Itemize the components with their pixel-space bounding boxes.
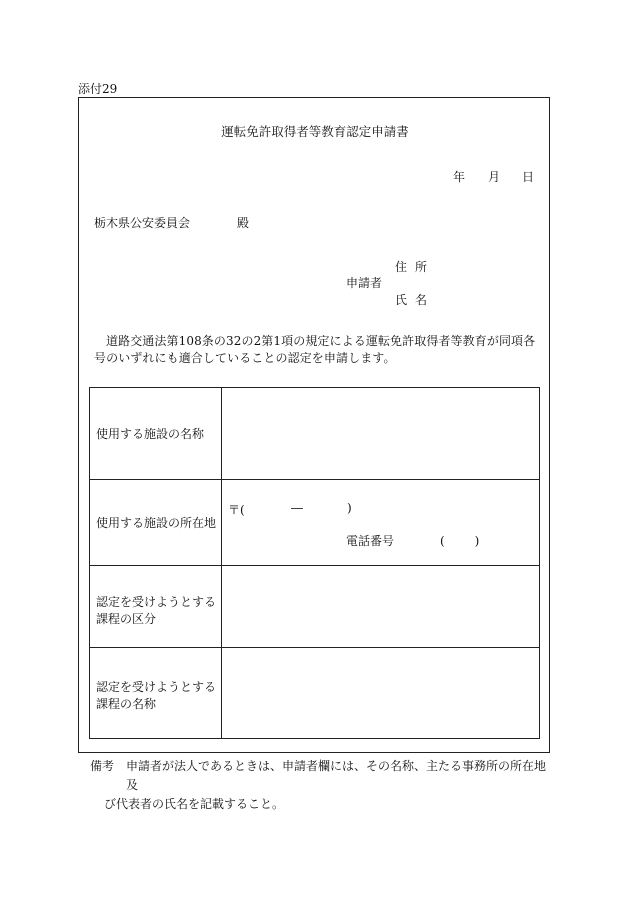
phone-area-code-paren: ( ) [440,534,482,548]
date-month-label: 月 [488,170,501,184]
phone-number-label: 電話番号 [346,534,395,548]
course-name-label: 認定を受けようとする課程の名称 [96,680,217,711]
remarks-text [104,757,550,814]
table-row-facility-location [90,479,539,566]
remarks-line-2: び代表者の氏名を記載すること。 [104,797,285,811]
applicant-label: 申請者 [346,276,383,290]
applicant-address-label: 住所 [395,260,436,274]
facility-location-label: 使用する施設の所在地 [96,516,217,530]
remarks-line-1: 申請者が法人であるときは、申請者欄には、その名称、主たる事務所の所在地及 [126,759,547,792]
date-day-label: 日 [522,170,535,184]
table-row-facility-name [90,388,539,479]
postal-code-close: ) [347,501,352,515]
application-statement: 道路交通法第108条の32の2第1項の規定による運転免許取得者等教育が同項各号のいずれにも適合していることの認定を申請します。 [94,334,536,365]
honorific: 殿 [237,216,250,230]
application-table [89,387,540,739]
addressee: 栃木県公安委員会 [94,216,191,230]
applicant-name-label: 氏名 [395,293,436,307]
document-title: 運転免許取得者等教育認定申請書 [221,124,409,139]
table-row-course-name [90,647,539,739]
table-column-divider [221,388,222,738]
date-year-label: 年 [453,170,466,184]
course-category-label: 認定を受けようとする課程の区分 [96,595,217,626]
table-row-course-category [90,565,539,648]
postal-code-dash: ― [291,501,303,515]
remarks-label: 備考 [90,759,115,773]
attachment-label: 添付29 [78,82,118,96]
postal-code-mark: 〒( [228,503,245,517]
facility-name-label: 使用する施設の名称 [96,427,205,441]
